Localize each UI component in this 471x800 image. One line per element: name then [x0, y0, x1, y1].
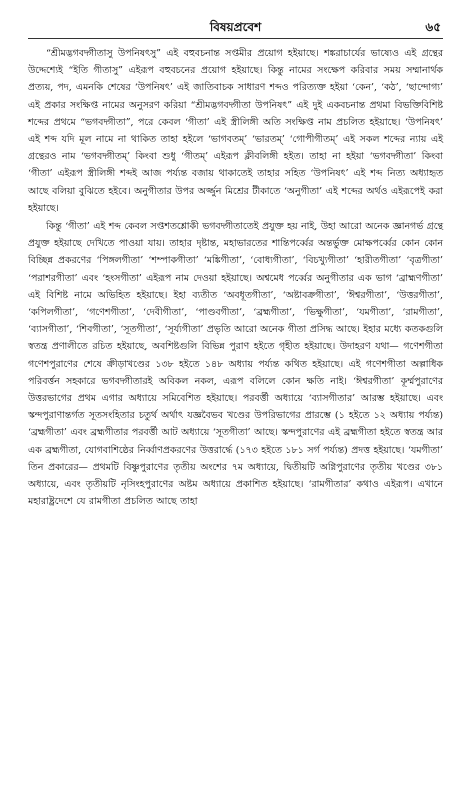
paragraph: কিন্তু ‘গীতা’ এই শব্দ কেবল সপ্তশতশ্লোকী ভগবদ্গীতাতেই প্রযুক্ত হয় নাই, উহা আরো অনেক জ্ঞানগর্ভ গ্রন্থে প্রযুক্ত হইয়াছে দেখিতে পাওয়া যায়। তাহার দৃষ্টান্ত, মহাভারতের শান্তিপর্ব্বের অন্তর্ভুক্ত মোক্ষপর্ব্বের কোন কোন বিচ্ছিন্ন প্রকরণের ‘পিঙ্গলগীতা’ ‘শম্পাকগীতা’ ‘মঙ্কিগীতা’, ‘বোধ্যগীতা’, ‘বিচখ্যুগীতা’ ‘হারীতগীতা’ ‘বৃত্রগীতা’ ‘পরাশরগীতা’ এবং ‘হংসগীতা’ এইরূপ নাম দেওয়া হইয়াছে। অশ্বমেধ পর্ব্বের অনুগীতার এক ভাগ ‘ব্রাহ্মণগীতা’ এই বিশিষ্ট নামে অভিহিত হইয়াছে। ইহা ব্যতীত ‘অবধূতগীতা’, ‘অষ্টাবক্রগীতা’, ‘ঈশ্বরগীতা’, ‘উত্তরগীতা’, ‘কপিলগীতা’, ‘গণেশগীতা’, ‘দেবীগীতা’, ‘পাণ্ডবগীতা’, ‘ব্রহ্মগীতা’, ‘ভিক্ষুগীতা’, ‘যমগীতা’, ‘রামগীতা’, ‘ব্যাসগীতা’, ‘শিবগীতা’, ‘সূতগীতা’, ‘সূর্য্যগীতা’ প্রভৃতি আরো অনেক গীতা প্রসিদ্ধ আছে। ইহার মধ্যে কতকগুলি স্বতন্ত্র প্রণালীতে রচিত হইয়াছে, অবশিষ্টগুলি বিভিন্ন পুরাণ হইতে গৃহীত হইয়াছে। উদাহরণ যথা— গণেশগীতা গণেশপুরাণের শেষে ক্রীড়াখণ্ডের ১৩৮ হইতে ১৪৮ অধ্যায় পর্য্যন্ত কথিত হইয়াছে। এই গণেশগীতা অল্পাধিক পরিবর্ত্তন সহকারে ভগবদ্গীতারই অবিকল নকল, এরূপ বলিলে কোন ক্ষতি নাই। ‘ঈশ্বরগীতা’ কূর্ম্মপুরাণের উত্তরভাগের প্রথম এগার অধ্যায়ে সমিবেশিত হইয়াছে। পরবর্ত্তী অধ্যায়ে ‘ব্যাসগীতার’ আরম্ভ হইয়াছে। এবং স্কন্দপুরাণান্তর্গত সূতসংহিতার চতুর্থ অর্থাৎ যজ্ঞবৈভব খণ্ডের উপরিভাগের প্রারম্ভে (১ হইতে ১২ অধ্যায় পর্য্যন্ত) ‘ব্রহ্মগীতা’ এবং ব্রহ্মগীতার পরবর্ত্তী আট অধ্যায়ে ‘সূতগীতা’ আছে। স্কন্দপুরাণের এই ব্রহ্মগীতা হইতে স্বতন্ত্র আর এক ব্রহ্মগীতা, যোগবাশিষ্ঠের নির্ব্বাণপ্রকরণের উত্তরার্দ্ধে (১৭৩ হইতে ১৮১ সর্গ পর্য্যন্ত) প্রদত্ত হইয়াছে। ‘যমগীতা’ তিন প্রকারের— প্রথমটি বিষ্ণুপুরাণের তৃতীয় অংশের ৭ম অধ্যায়ে, দ্বিতীয়টি অগ্নিপুরাণের তৃতীয় খণ্ডের ৩৮১ অধ্যায়ে, এবং তৃতীয়টি নৃসিংহপুরাণের অষ্টম অধ্যায়ে প্রকাশিত হইয়াছে। ‘রামগীতার’ কথাও এইরূপ। এখানে মহারাষ্ট্রদেশে যে রামগীতা প্রচলিত আছে তাহা [28, 221, 443, 508]
body-text [28, 45, 443, 510]
page-number: ৬৫ [425, 20, 441, 34]
running-header [28, 18, 443, 39]
book-page [28, 18, 443, 788]
running-title: বিষয়প্রবেশ [209, 20, 262, 34]
paragraph: “শ্রীমদ্ভগবদ্গীতাসু উপনিষৎসু” এই বহুবচনান্ত সপ্তমীর প্রয়োগ হইয়াছে। শঙ্করাচার্যের ভাষ্যেও এই গ্রন্থের উদ্দেশ্যেই “ইতি গীতাসু” এইরূপ বহুবচনের প্রয়োগ হইয়াছে। কিন্তু নামের সংক্ষেপ করিবার সময় সম্মানার্থক প্রত্যয়, পদ, এমনকি শেষের ‘উপনিষৎ’ এই জাতিবাচক সাধারণ শব্দও পরিত্যক্ত হইয়া ‘কেন’, ‘কঠ’, ‘ছান্দোগ্য’ এই প্রকার সংক্ষিপ্ত নামের অনুসরণ করিয়া “শ্রীমদ্ভগবদ্গীতা উপনিষৎ” এই দুই একবচনান্ত প্রথমা বিভক্তিবিশিষ্ট শব্দের প্রথমে “ভগবদ্গীতা”, পরে কেবল ‘গীতা’ এই স্ত্রীলিঙ্গী অতি সংক্ষিপ্ত নাম প্রচলিত হইয়াছে। ‘উপনিষৎ’ এই শব্দ যদি মূল নামে না থাকিত তাহা হইলে ‘ভাগবতম্’ ‘ভারতম্’ ‘গোপীগীতম্’ এই সকল শব্দের ন্যায় এই গ্রন্থেরও নাম ‘ভগবদ্গীতম্’ কিংবা শুধু ‘গীতম্’ এইরূপ ক্লীবলিঙ্গী হইত। তাহা না হইয়া ‘ভগবদ্গীতা’ কিংবা ‘গীতা’ এইরূপ স্ত্রীলিঙ্গী শব্দই আজ পর্য্যন্ত বজায় থাকাতেই তাহার সহিত ‘উপনিষৎ’ এই শব্দ নিত্য অধ্যাহৃত আছে বলিয়া বুঝিতে হইবে। অনুগীতার উপর অর্জ্জুন মিশ্রের টীকাতে ‘অনুগীতা’ এই শব্দের অর্থও এইরূপেই করা হইয়াছে। [28, 48, 443, 214]
